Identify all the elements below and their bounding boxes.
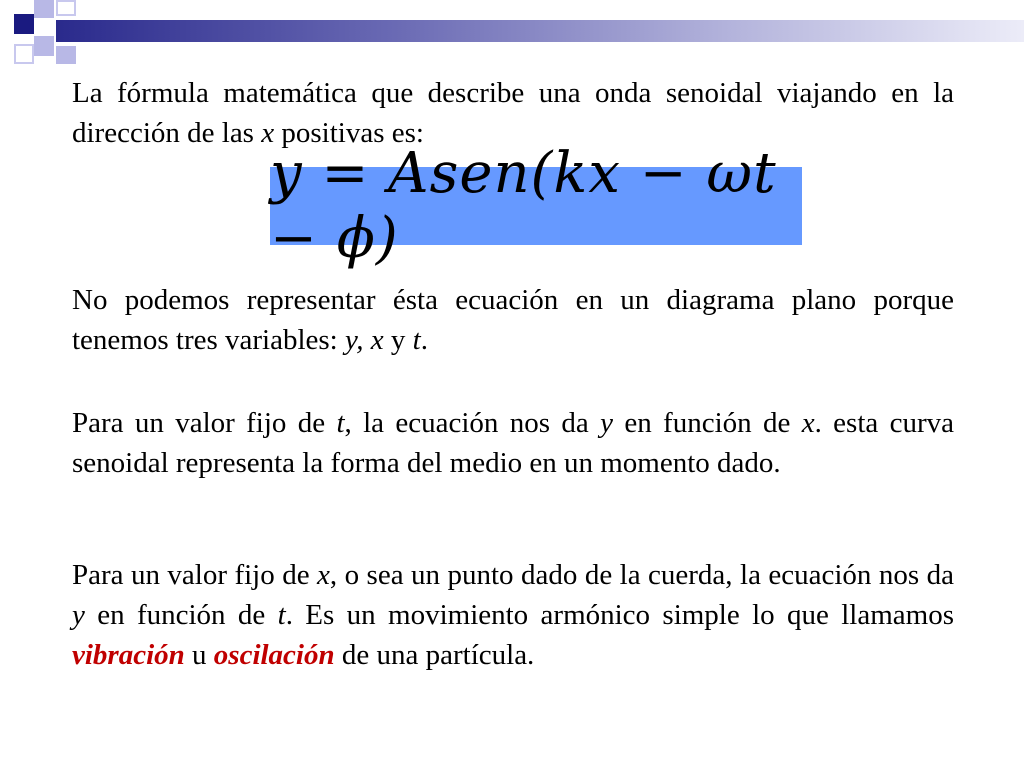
formula-box (270, 141, 802, 271)
var-y: y (72, 599, 85, 631)
decorative-header (0, 0, 1024, 70)
text: La fórmula matemática que describe una onda senoidal viajando en la dirección de las (72, 77, 954, 149)
outline-square-decoration (56, 0, 76, 16)
vars-y-x: y, x (345, 324, 384, 356)
lavender-square-decoration (34, 0, 54, 18)
var-t: t (412, 324, 421, 356)
var-y: y (600, 407, 613, 439)
text: Para un valor fijo de (72, 407, 337, 439)
text: y (383, 324, 413, 356)
paragraph-fixed-x (72, 555, 954, 675)
var-t: t (277, 599, 286, 631)
text: de una partícula. (334, 639, 535, 671)
text: . esta curva senoidal representa la forma del medio en un momento dado. (72, 407, 954, 479)
lavender-square-decoration-2 (34, 36, 54, 56)
gradient-header-band (56, 20, 1024, 42)
highlight-oscilacion: oscilación (213, 639, 335, 671)
text: . (420, 324, 428, 356)
var-x: x (317, 559, 330, 591)
text: , la ecuación nos da (344, 407, 601, 439)
text: en función de (84, 599, 278, 631)
text: . Es un movimiento armónico simple lo que llamamos (285, 599, 954, 631)
lavender-square-decoration-3 (56, 46, 76, 64)
text: Para un valor fijo de (72, 559, 318, 591)
text: en función de (613, 407, 802, 439)
paragraph-variables (72, 280, 954, 360)
text: positivas es: (274, 117, 424, 149)
paragraph-fixed-t (72, 403, 954, 483)
var-x: x (801, 407, 815, 439)
highlight-vibracion: vibración (72, 639, 185, 671)
var-t: t (336, 407, 345, 439)
text: , o sea un punto dado de la cuerda, la ecuación nos da (329, 559, 954, 591)
text: u (184, 639, 214, 671)
navy-square-decoration (14, 14, 34, 34)
outline-square-decoration-2 (14, 44, 34, 64)
text: No podemos representar ésta ecuación en un diagrama plano porque tenemos tres variables: (72, 284, 954, 356)
var-x: x (261, 117, 275, 149)
wave-equation: y = Asen(kx − ωt − ϕ) (270, 141, 777, 271)
